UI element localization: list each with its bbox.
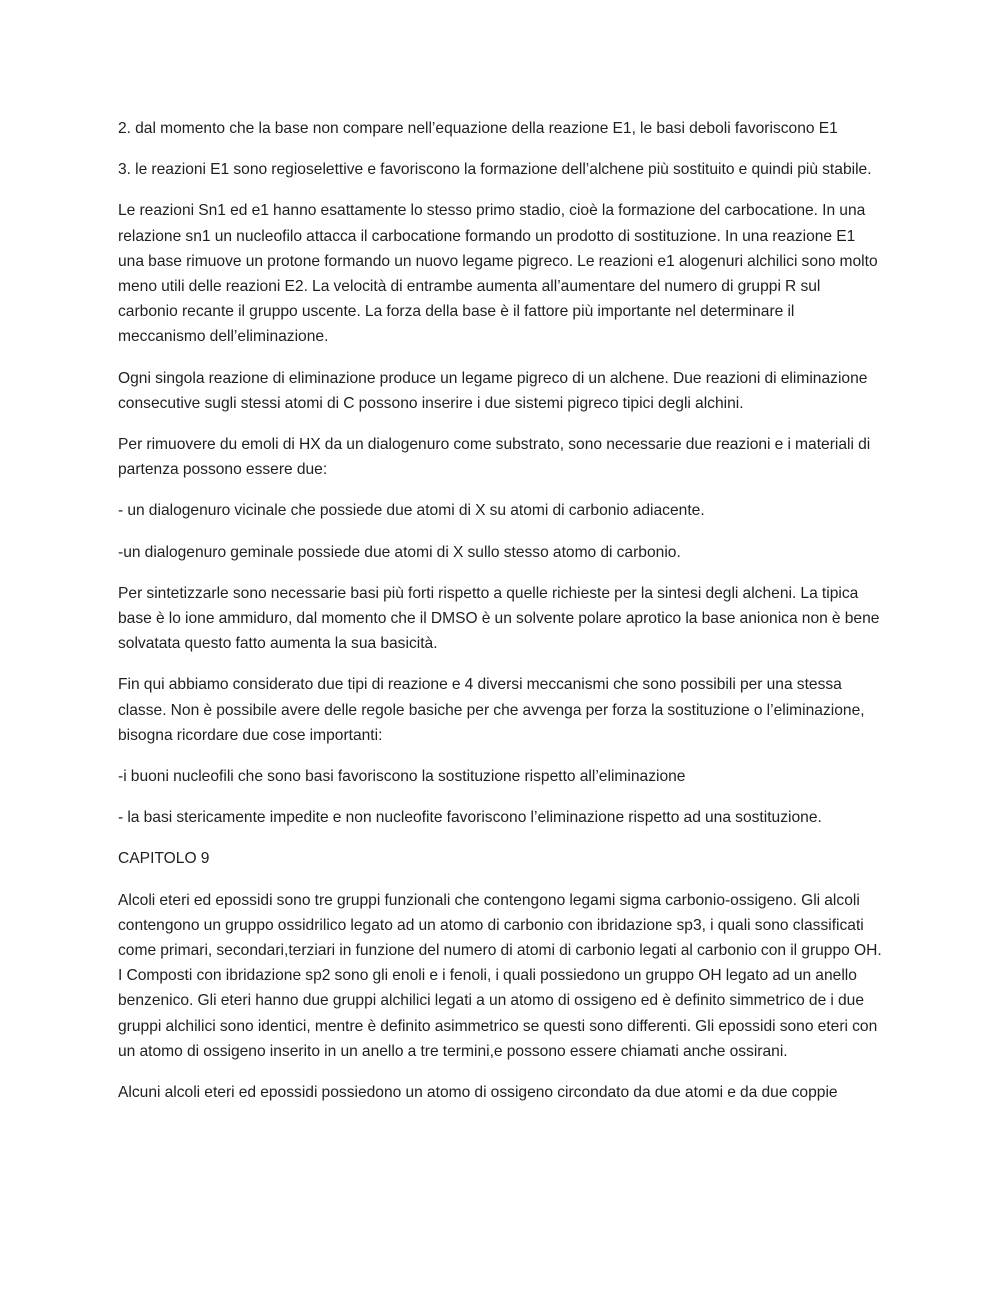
list-item-vicinal-dihalide: - un dialogenuro vicinale che possiede due atomi di X su atomi di carbonio adiacente.: [118, 502, 705, 520]
paragraph-remove-hx: Per rimuovere du emoli di HX da un dialogenuro come substrato, sono necessarie due reazioni e i materiali di partenza possono essere due:: [118, 436, 871, 479]
paragraph-strong-bases: Per sintetizzarle sono necessarie basi più forti rispetto a quelle richieste per la sintesi degli alcheni. La tipica base è lo ione ammiduro, dal momento che il DMSO è un solvente polare aprotico la base anionica non è bene solvatata questo fatto aumenta la sua basicità.: [118, 584, 880, 653]
paragraph-oxygen-atom: Alcuni alcoli eteri ed epossidi possiedono un atomo di ossigeno circondato da due atomi e da due coppie: [118, 1084, 838, 1102]
paragraph-e1-regioselective: 3. le reazioni E1 sono regioselettive e favoriscono la formazione dell’alchene più sostituito e quindi più stabile.: [118, 161, 872, 179]
list-item-hindered-bases: - la basi stericamente impedite e non nucleofite favoriscono l’eliminazione rispetto ad una sostituzione.: [118, 809, 822, 827]
paragraph-e1-weak-bases: 2. dal momento che la base non compare nell’equazione della reazione E1, le basi deboli favoriscono E1: [118, 120, 838, 137]
list-item-good-nucleophiles: -i buoni nucleofili che sono basi favoriscono la sostituzione rispetto all’eliminazione: [118, 768, 686, 786]
paragraph-alcohols-ethers-epoxides: Alcoli eteri ed epossidi sono tre gruppi funzionali che contengono legami sigma carbonio-ossigeno. Gli alcoli contengono un gruppo ossidrilico legato ad un atomo di carbonio con ibridazione sp3, i quali sono classificati come primari, secondari,terziari in funzione del numero di atomi di carbonio legati al carbonio con il gruppo OH. I Composti con ibridazione sp2 sono gli enoli e i fenoli, i quali possiedono un gruppo OH legato ad un anello benzenico. Gli eteri hanno due gruppi alchilici legati a un atomo di ossigeno ed è definito simmetrico de i due gruppi alchilici sono identici, mentre è definito asimmetrico se questi sono differenti. Gli epossidi sono eteri con un atomo di ossigeno inserito in un anello a tre termini,e possono essere chiamati anche ossirani.: [118, 891, 882, 1060]
document-body: [118, 116, 883, 1121]
paragraph-reaction-types: Fin qui abbiamo considerato due tipi di reazione e 4 diversi meccanismi che sono possibili per una stessa classe. Non è possibile avere delle regole basiche per che avvenga per forza la sostituzione o l’eliminazione, bisogna ricordare due cose importanti:: [118, 676, 865, 744]
paragraph-sn1-e1-comparison: Le reazioni Sn1 ed e1 hanno esattamente lo stesso primo stadio, cioè la formazione del carbocatione. In una relazione sn1 un nucleofilo attacca il carbocatione formando un prodotto di sostituzione. In una reazione E1 una base rimuove un protone formando un nuovo legame pigreco. Le reazioni e1 alogenuri alchilici sono molto meno utili delle reazioni E2. La velocità di entrambe aumenta all’aumentare del numero di gruppi R sul carbonio recante il gruppo uscente. La forza della base è il fattore più importante nel determinare il meccanismo dell’eliminazione.: [118, 202, 878, 346]
chapter-heading: CAPITOLO 9: [118, 850, 210, 868]
list-item-geminal-dihalide: -un dialogenuro geminale possiede due atomi di X sullo stesso atomo di carbonio.: [118, 543, 681, 561]
paragraph-elimination-pi-bond: Ogni singola reazione di eliminazione produce un legame pigreco di un alchene. Due reazioni di eliminazione consecutive sugli stessi atomi di C possono inserire i due sistemi pigreco tipici degli alchini.: [118, 369, 868, 412]
